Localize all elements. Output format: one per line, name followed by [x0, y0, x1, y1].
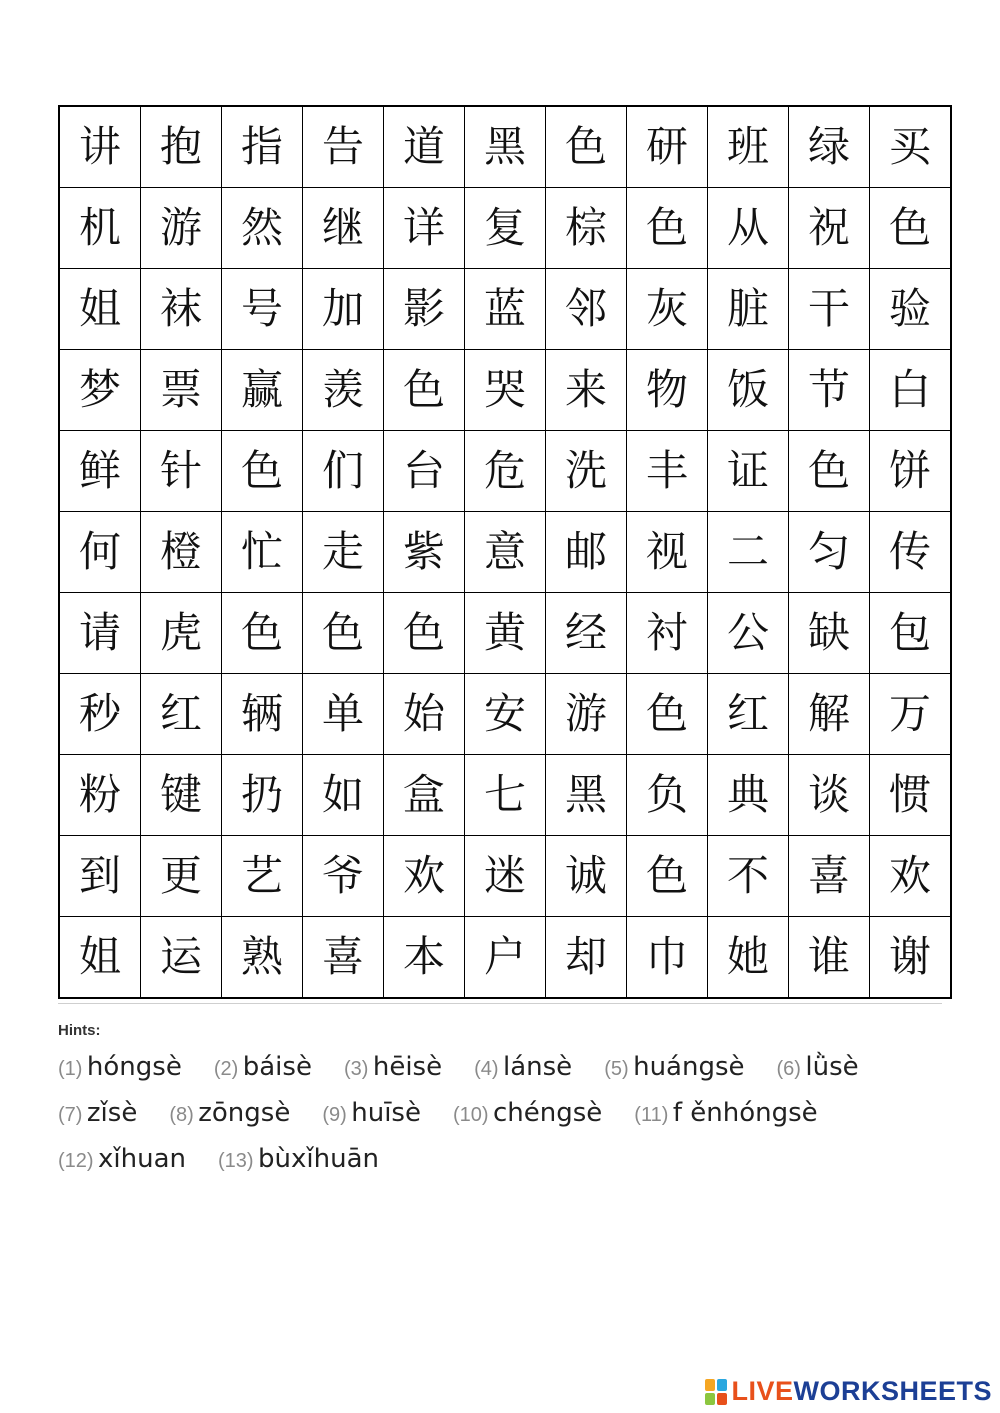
- hints-list: [58, 1046, 942, 1184]
- grid-row: [59, 512, 951, 593]
- grid-cell[interactable]: 色: [384, 593, 465, 674]
- grid-cell[interactable]: 七: [465, 755, 546, 836]
- hint-pinyin: f ěnhóngsè: [672, 1098, 818, 1128]
- hint-item: [344, 1046, 442, 1092]
- grid-cell[interactable]: 游: [141, 188, 222, 269]
- hint-item: [474, 1046, 572, 1092]
- grid-cell[interactable]: 色: [789, 431, 870, 512]
- hint-item: [58, 1092, 137, 1138]
- grid-cell[interactable]: 然: [222, 188, 303, 269]
- grid-row: [59, 188, 951, 269]
- grid-cell[interactable]: 万: [870, 674, 952, 755]
- grid-cell[interactable]: 喜: [789, 836, 870, 917]
- grid-cell[interactable]: 物: [627, 350, 708, 431]
- grid-cell[interactable]: 迷: [465, 836, 546, 917]
- grid-cell[interactable]: 单: [303, 674, 384, 755]
- grid-cell[interactable]: 红: [708, 674, 789, 755]
- grid-cell[interactable]: 谈: [789, 755, 870, 836]
- grid-cell[interactable]: 姐: [59, 917, 141, 999]
- hint-number: (6): [776, 1058, 801, 1080]
- hint-number: (9): [322, 1104, 347, 1126]
- grid-row: [59, 269, 951, 350]
- grid-cell[interactable]: 饭: [708, 350, 789, 431]
- grid-cell[interactable]: 继: [303, 188, 384, 269]
- grid-row: [59, 917, 951, 999]
- grid-cell[interactable]: 棕: [546, 188, 627, 269]
- grid-cell[interactable]: 经: [546, 593, 627, 674]
- hint-number: (10): [452, 1104, 489, 1126]
- grid-cell[interactable]: 谁: [789, 917, 870, 999]
- hint-item: [604, 1046, 744, 1092]
- grid-cell[interactable]: 脏: [708, 269, 789, 350]
- grid-cell[interactable]: 辆: [222, 674, 303, 755]
- grid-row: [59, 593, 951, 674]
- grid-row: [59, 755, 951, 836]
- logo-text-worksheets: WORKSHEETS: [793, 1376, 992, 1406]
- grid-cell[interactable]: 洗: [546, 431, 627, 512]
- grid-cell[interactable]: 邻: [546, 269, 627, 350]
- grid-cell[interactable]: 买: [870, 106, 952, 188]
- grid-cell[interactable]: 色: [627, 674, 708, 755]
- grid-cell[interactable]: 请: [59, 593, 141, 674]
- grid-cell[interactable]: 详: [384, 188, 465, 269]
- grid-cell[interactable]: 讲: [59, 106, 141, 188]
- grid-cell[interactable]: 色: [222, 593, 303, 674]
- hint-item: [218, 1138, 379, 1184]
- grid-cell[interactable]: 绿: [789, 106, 870, 188]
- grid-cell[interactable]: 袜: [141, 269, 222, 350]
- grid-cell[interactable]: 粉: [59, 755, 141, 836]
- grid-cell[interactable]: 爷: [303, 836, 384, 917]
- grid-cell[interactable]: 更: [141, 836, 222, 917]
- grid-body: [59, 106, 951, 998]
- divider: [58, 1003, 942, 1004]
- grid-row: [59, 431, 951, 512]
- grid-cell[interactable]: 机: [59, 188, 141, 269]
- grid-row: [59, 836, 951, 917]
- grid-row: [59, 350, 951, 431]
- grid-cell[interactable]: 运: [141, 917, 222, 999]
- grid-cell[interactable]: 红: [141, 674, 222, 755]
- grid-cell[interactable]: 鲜: [59, 431, 141, 512]
- grid-cell[interactable]: 包: [870, 593, 952, 674]
- grid-cell[interactable]: 典: [708, 755, 789, 836]
- grid-cell[interactable]: 针: [141, 431, 222, 512]
- grid-cell[interactable]: 赢: [222, 350, 303, 431]
- grid-cell[interactable]: 盒: [384, 755, 465, 836]
- hint-pinyin: zōngsè: [198, 1098, 291, 1128]
- grid-cell[interactable]: 视: [627, 512, 708, 593]
- grid-cell[interactable]: 色: [384, 350, 465, 431]
- hint-number: (5): [604, 1058, 629, 1080]
- grid-cell[interactable]: 灰: [627, 269, 708, 350]
- grid-cell[interactable]: 谢: [870, 917, 952, 999]
- grid-cell[interactable]: 缺: [789, 593, 870, 674]
- grid-cell[interactable]: 台: [384, 431, 465, 512]
- hint-number: (3): [343, 1058, 369, 1080]
- grid-cell[interactable]: 走: [303, 512, 384, 593]
- grid-cell[interactable]: 安: [465, 674, 546, 755]
- word-search-grid-container: [58, 105, 940, 988]
- grid-cell[interactable]: 色: [222, 431, 303, 512]
- liveworksheets-logo-icon: [705, 1379, 727, 1405]
- grid-cell[interactable]: 欢: [384, 836, 465, 917]
- grid-cell[interactable]: 如: [303, 755, 384, 836]
- grid-cell[interactable]: 二: [708, 512, 789, 593]
- hint-number: (2): [213, 1058, 239, 1080]
- grid-cell[interactable]: 喜: [303, 917, 384, 999]
- grid-cell[interactable]: 传: [870, 512, 952, 593]
- grid-cell[interactable]: 们: [303, 431, 384, 512]
- hint-item: [214, 1046, 312, 1092]
- grid-cell[interactable]: 班: [708, 106, 789, 188]
- grid-cell[interactable]: 负: [627, 755, 708, 836]
- grid-cell[interactable]: 忙: [222, 512, 303, 593]
- hint-number: (7): [58, 1104, 83, 1126]
- grid-cell[interactable]: 票: [141, 350, 222, 431]
- grid-cell[interactable]: 复: [465, 188, 546, 269]
- hint-number: (4): [474, 1058, 499, 1080]
- hints-title: Hints:: [58, 1022, 101, 1039]
- grid-cell[interactable]: 到: [59, 836, 141, 917]
- grid-cell[interactable]: 解: [789, 674, 870, 755]
- logo-text-live: LIVE: [731, 1376, 794, 1406]
- grid-cell[interactable]: 色: [627, 836, 708, 917]
- hint-pinyin: báisè: [242, 1052, 312, 1082]
- grid-cell[interactable]: 意: [465, 512, 546, 593]
- hint-number: (13): [218, 1150, 254, 1172]
- grid-cell[interactable]: 姐: [59, 269, 141, 350]
- grid-cell[interactable]: 色: [870, 188, 952, 269]
- grid-cell[interactable]: 色: [627, 188, 708, 269]
- grid-cell[interactable]: 羡: [303, 350, 384, 431]
- grid-cell[interactable]: 白: [870, 350, 952, 431]
- hint-item: [58, 1138, 186, 1184]
- grid-cell[interactable]: 公: [708, 593, 789, 674]
- grid-cell[interactable]: 加: [303, 269, 384, 350]
- grid-cell[interactable]: 饼: [870, 431, 952, 512]
- liveworksheets-logo: [705, 1376, 992, 1407]
- hint-pinyin: bùxǐhuān: [258, 1144, 380, 1174]
- grid-cell[interactable]: 巾: [627, 917, 708, 999]
- grid-cell[interactable]: 诚: [546, 836, 627, 917]
- hint-pinyin: hēisè: [372, 1052, 443, 1082]
- grid-cell[interactable]: 键: [141, 755, 222, 836]
- grid-cell[interactable]: 橙: [141, 512, 222, 593]
- grid-cell[interactable]: 黄: [465, 593, 546, 674]
- grid-cell[interactable]: 祝: [789, 188, 870, 269]
- hint-item: [169, 1092, 290, 1138]
- hint-number: (12): [58, 1150, 94, 1172]
- grid-cell[interactable]: 扔: [222, 755, 303, 836]
- grid-cell[interactable]: 衬: [627, 593, 708, 674]
- grid-cell[interactable]: 她: [708, 917, 789, 999]
- grid-cell[interactable]: 梦: [59, 350, 141, 431]
- grid-cell[interactable]: 何: [59, 512, 141, 593]
- hint-pinyin: huángsè: [633, 1052, 745, 1082]
- grid-cell[interactable]: 始: [384, 674, 465, 755]
- grid-cell[interactable]: 干: [789, 269, 870, 350]
- grid-cell[interactable]: 节: [789, 350, 870, 431]
- hint-pinyin: zǐsè: [86, 1098, 138, 1128]
- hint-pinyin: xǐhuan: [98, 1144, 187, 1174]
- grid-cell[interactable]: 告: [303, 106, 384, 188]
- grid-cell[interactable]: 匀: [789, 512, 870, 593]
- hint-item: [58, 1046, 182, 1092]
- grid-cell[interactable]: 邮: [546, 512, 627, 593]
- hint-item: [634, 1092, 817, 1138]
- grid-cell[interactable]: 本: [384, 917, 465, 999]
- grid-cell[interactable]: 黑: [546, 755, 627, 836]
- grid-cell[interactable]: 色: [303, 593, 384, 674]
- grid-cell[interactable]: 验: [870, 269, 952, 350]
- hint-pinyin: hóngsè: [86, 1052, 182, 1082]
- grid-cell[interactable]: 抱: [141, 106, 222, 188]
- grid-cell[interactable]: 蓝: [465, 269, 546, 350]
- hint-item: [453, 1092, 602, 1138]
- grid-row: [59, 674, 951, 755]
- grid-cell[interactable]: 惯: [870, 755, 952, 836]
- grid-cell[interactable]: 欢: [870, 836, 952, 917]
- hint-number: (11): [634, 1104, 669, 1126]
- grid-cell[interactable]: 危: [465, 431, 546, 512]
- hint-number: (8): [169, 1104, 194, 1126]
- grid-cell[interactable]: 秒: [59, 674, 141, 755]
- grid-cell[interactable]: 丰: [627, 431, 708, 512]
- grid-cell[interactable]: 道: [384, 106, 465, 188]
- grid-cell[interactable]: 号: [222, 269, 303, 350]
- grid-cell[interactable]: 不: [708, 836, 789, 917]
- grid-cell[interactable]: 从: [708, 188, 789, 269]
- hint-number: (1): [58, 1058, 83, 1080]
- hint-pinyin: lánsè: [503, 1052, 573, 1082]
- grid-cell[interactable]: 指: [222, 106, 303, 188]
- grid-cell[interactable]: 证: [708, 431, 789, 512]
- hint-pinyin: huīsè: [351, 1098, 421, 1128]
- grid-cell[interactable]: 紫: [384, 512, 465, 593]
- grid-cell[interactable]: 游: [546, 674, 627, 755]
- grid-cell[interactable]: 影: [384, 269, 465, 350]
- grid-cell[interactable]: 户: [465, 917, 546, 999]
- grid-cell[interactable]: 熟: [222, 917, 303, 999]
- grid-cell[interactable]: 色: [546, 106, 627, 188]
- hint-item: [322, 1092, 421, 1138]
- hint-pinyin: lǜsè: [805, 1052, 859, 1082]
- grid-cell[interactable]: 哭: [465, 350, 546, 431]
- grid-cell[interactable]: 艺: [222, 836, 303, 917]
- word-search-grid: [58, 105, 952, 999]
- grid-row: [59, 106, 951, 188]
- grid-cell[interactable]: 却: [546, 917, 627, 999]
- grid-cell[interactable]: 虎: [141, 593, 222, 674]
- grid-cell[interactable]: 黑: [465, 106, 546, 188]
- hint-item: [777, 1046, 859, 1092]
- grid-cell[interactable]: 来: [546, 350, 627, 431]
- logo-text: [731, 1376, 992, 1407]
- hint-pinyin: chéngsè: [493, 1098, 603, 1128]
- grid-cell[interactable]: 研: [627, 106, 708, 188]
